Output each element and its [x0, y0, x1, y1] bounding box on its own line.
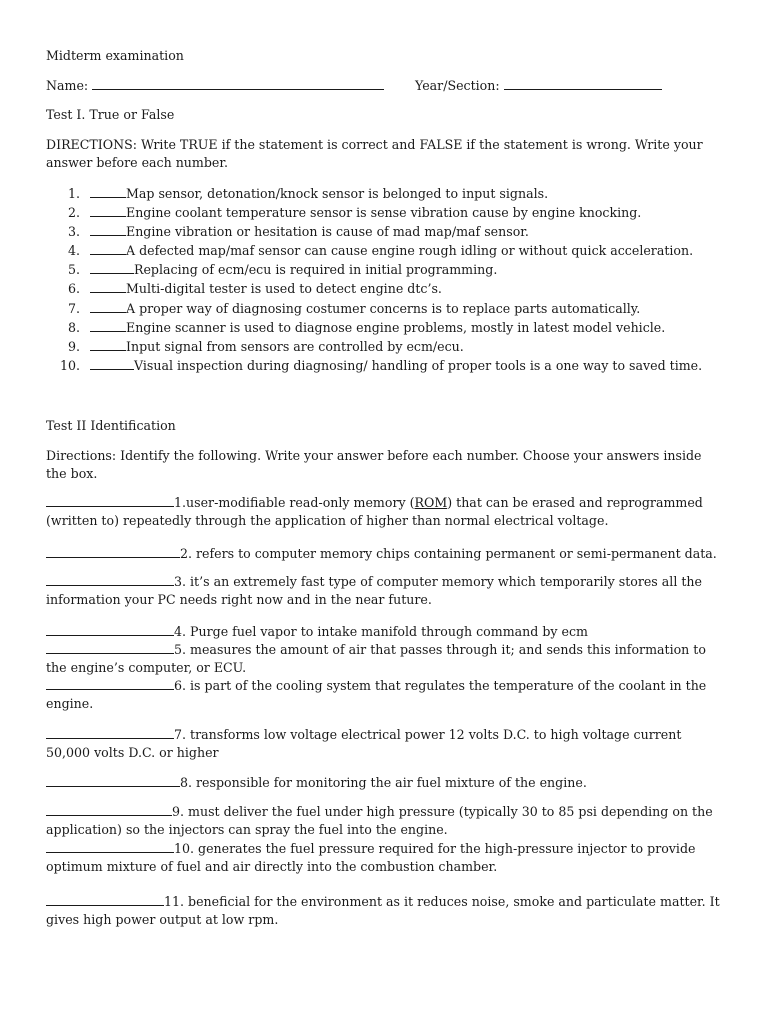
identification-item-text: must deliver the fuel under high pressure (typically 30 to 85 psi depending on the application) so the injectors can spray the fuel into the engine. [46, 804, 713, 837]
identification-item-number: 9. [172, 804, 185, 819]
identification-item-text: measures the amount of air that passes through it; and sends this information to the engine’s computer, or ECU. [46, 642, 706, 675]
test1-heading: Test I. True or False [46, 107, 175, 122]
tf-item-number: 10. [59, 357, 80, 373]
tf-item [46, 318, 746, 337]
tf-item [46, 337, 746, 356]
tf-item [46, 222, 746, 241]
answer-blank[interactable] [90, 318, 126, 332]
answer-blank[interactable] [46, 573, 174, 586]
true-false-list [46, 184, 746, 375]
identification-item-text: beneficial for the environment as it reduces noise, smoke and particulate matter. It gives high power output at low rpm. [46, 894, 720, 927]
identification-item-number: 8. [180, 775, 193, 790]
tf-item-number: 5. [67, 262, 80, 278]
tf-item-number: 7. [67, 300, 80, 316]
answer-blank[interactable] [90, 222, 126, 236]
answer-blank[interactable] [90, 356, 134, 370]
answer-blank[interactable] [46, 545, 180, 558]
tf-item-text: Multi-digital tester is used to detect engine dtc’s. [126, 281, 442, 297]
identification-item-number: 7. [174, 727, 187, 742]
tf-item-number: 8. [67, 319, 80, 335]
tf-item [46, 260, 746, 279]
answer-blank[interactable] [90, 184, 126, 198]
identification-item-text: it’s an extremely fast type of computer memory which temporarily stores all the information your PC needs right now and in the near future. [46, 574, 702, 607]
tf-item-text: A proper way of diagnosing costumer concerns is to replace parts automatically. [126, 300, 641, 316]
answer-blank[interactable] [46, 677, 174, 690]
tf-item-number: 9. [67, 338, 80, 354]
identification-item-number: 4. [174, 624, 187, 639]
answer-blank[interactable] [46, 641, 174, 654]
tf-item-text: Visual inspection during diagnosing/ handling of proper tools is a one way to saved time. [134, 357, 703, 373]
answer-blank[interactable] [46, 893, 164, 906]
answer-blank[interactable] [46, 840, 174, 853]
tf-item-number: 4. [67, 243, 80, 259]
tf-item [46, 356, 746, 375]
identification-item-text: responsible for monitoring the air fuel mixture of the engine. [192, 775, 587, 790]
identification-item [46, 494, 726, 530]
answer-blank[interactable] [90, 299, 126, 313]
identification-item [46, 545, 726, 563]
tf-item-text: Input signal from sensors are controlled by ecm/ecu. [126, 338, 464, 354]
tf-item [46, 184, 746, 203]
identification-item-number: 3. [174, 574, 187, 589]
identification-item [46, 893, 726, 929]
identification-item [46, 573, 726, 609]
answer-blank[interactable] [90, 260, 134, 274]
identification-item-text: user-modifiable read-only memory ( [186, 495, 415, 510]
tf-item [46, 241, 746, 260]
test2-heading: Test II Identification [46, 418, 176, 433]
identification-item [46, 623, 726, 641]
name-line [46, 76, 384, 95]
identification-item-text: refers to computer memory chips containing permanent or semi-permanent data. [192, 546, 717, 561]
test2-directions: Directions: Identify the following. Write your answer before each number. Choose your answers inside the box. [46, 448, 702, 481]
test1-directions: DIRECTIONS: Write TRUE if the statement is correct and FALSE if the statement is wrong. Write your answer before each number. [46, 137, 703, 170]
document-title: Midterm examination [46, 48, 184, 63]
identification-item-number: 2. [180, 546, 193, 561]
name-blank[interactable] [92, 76, 384, 90]
identification-item [46, 677, 726, 713]
identification-item-text: transforms low voltage electrical power 12 volts D.C. to high voltage current 50,000 volts D.C. or higher [46, 727, 682, 760]
identification-item [46, 641, 726, 677]
answer-blank[interactable] [46, 726, 174, 739]
answer-blank[interactable] [46, 623, 174, 636]
identification-item-number: 10. [174, 841, 195, 856]
identification-item-text: generates the fuel pressure required for the high-pressure injector to provide optimum mixture of fuel and air directly into the combustion chamber. [46, 841, 696, 874]
identification-item-number: 6. [174, 678, 187, 693]
name-label: Name: [46, 78, 89, 93]
identification-item-number: 1. [174, 495, 187, 510]
year-section-blank[interactable] [504, 76, 662, 90]
answer-blank[interactable] [90, 279, 126, 293]
tf-item-text: Engine coolant temperature sensor is sense vibration cause by engine knocking. [126, 205, 642, 221]
tf-item [46, 299, 746, 318]
tf-item-number: 6. [67, 281, 80, 297]
identification-item [46, 803, 726, 839]
identification-item-number: 5. [174, 642, 187, 657]
identification-item-text: ) that can be erased and reprogrammed (written to) repeatedly through the application of higher than normal electrical voltage. [46, 495, 703, 528]
tf-item-text: Map sensor, detonation/knock sensor is belonged to input signals. [126, 186, 549, 201]
identification-item [46, 774, 726, 792]
answer-blank[interactable] [46, 774, 180, 787]
tf-item-text: Engine vibration or hesitation is cause of mad map/maf sensor. [126, 224, 529, 240]
identification-item [46, 726, 726, 762]
identification-item-number: 11. [164, 894, 185, 909]
tf-item-number: 3. [67, 224, 80, 240]
answer-blank[interactable] [90, 203, 126, 217]
tf-item-text: Engine scanner is used to diagnose engine problems, mostly in latest model vehicle. [126, 319, 666, 335]
year-section-label: Year/Section: [415, 78, 500, 93]
rom-underlined-term: ROM [414, 495, 448, 510]
year-section-line [415, 76, 662, 95]
tf-item-text: Replacing of ecm/ecu is required in initial programming. [134, 262, 498, 278]
identification-item-text: Purge fuel vapor to intake manifold through command by ecm [186, 624, 588, 639]
answer-blank[interactable] [90, 337, 126, 351]
tf-item [46, 279, 746, 298]
tf-item-number: 2. [67, 205, 80, 221]
identification-item [46, 840, 726, 876]
tf-item [46, 203, 746, 222]
answer-blank[interactable] [90, 241, 126, 255]
answer-blank[interactable] [46, 494, 174, 507]
answer-blank[interactable] [46, 803, 172, 816]
tf-item-number: 1. [67, 186, 80, 201]
identification-item-text: is part of the cooling system that regulates the temperature of the coolant in the engine. [46, 678, 707, 711]
tf-item-text: A defected map/maf sensor can cause engine rough idling or without quick acceleration. [126, 243, 694, 259]
